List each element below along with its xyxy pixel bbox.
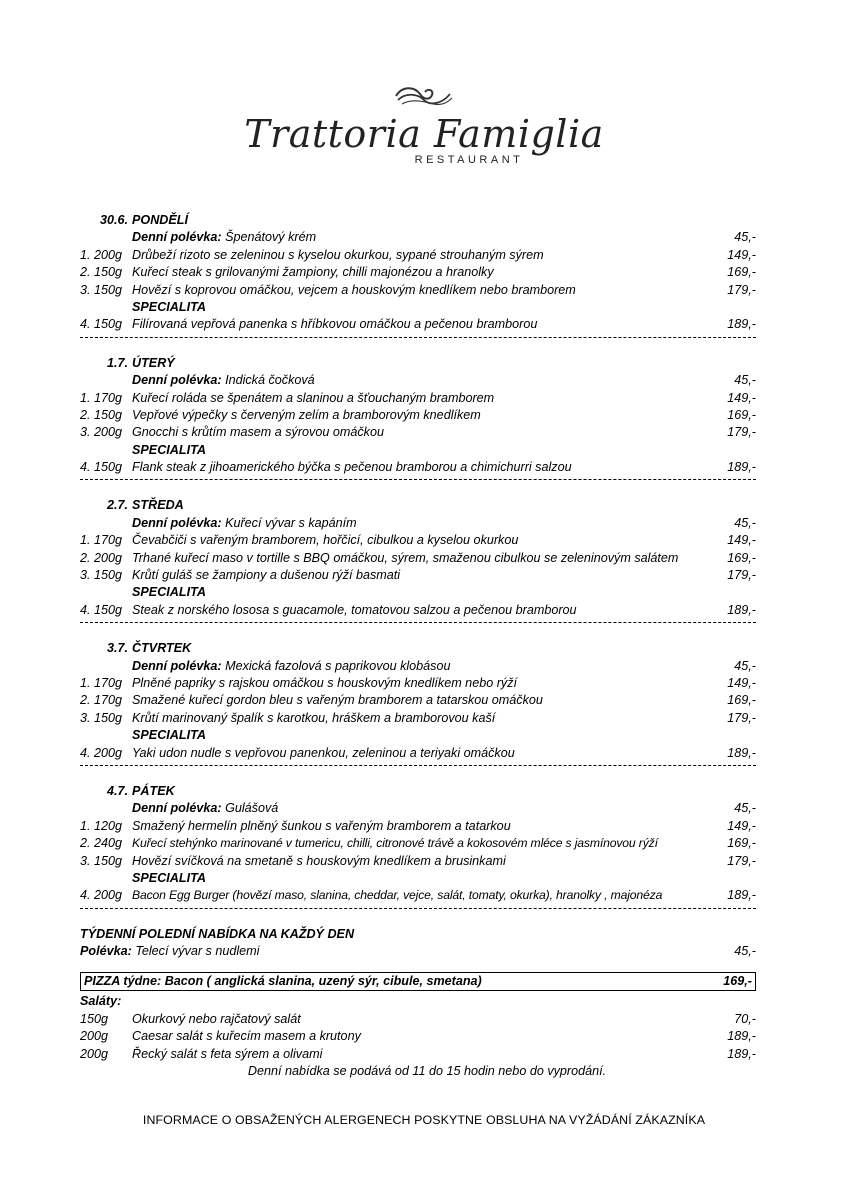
item-price: 149,- xyxy=(727,675,756,690)
item-description: Filírovaná vepřová panenka s hříbkovou omáčkou a pečenou bramborou xyxy=(132,317,538,332)
restaurant-logo xyxy=(0,82,848,166)
item-price: 149,- xyxy=(727,247,756,262)
serving-hours-note: Denní nabídka se podává od 11 do 15 hodin nebo do vyprodání. xyxy=(247,1064,607,1079)
flourish-ornament-icon xyxy=(392,82,456,110)
restaurant-subtitle: RESTAURANT xyxy=(414,154,524,166)
item-description: Kuřecí stehýnko marinované v tumericu, chilli, citronové trávě a kokosovém mléce s jasmínovou rýží xyxy=(132,836,658,851)
soup-price: 45,- xyxy=(734,801,756,816)
menu-item xyxy=(80,264,756,281)
item-price: 189,- xyxy=(727,602,756,617)
specialty-item xyxy=(80,745,756,762)
dashed-divider xyxy=(80,479,756,489)
menu-item xyxy=(80,692,756,709)
specialty-label: SPECIALITA xyxy=(132,299,206,314)
menu-item xyxy=(80,567,756,584)
item-price: 179,- xyxy=(727,710,756,725)
daily-soup xyxy=(80,658,756,675)
specialty-item xyxy=(80,887,756,904)
soup-label: Denní polévka: xyxy=(132,373,222,388)
item-description: Vepřové výpečky s červeným zelím a bramborovým knedlíkem xyxy=(132,407,481,422)
specialty-label-row xyxy=(80,584,756,601)
menu-item xyxy=(80,550,756,567)
daily-soup xyxy=(80,229,756,246)
salad-weight: 200g xyxy=(80,1046,109,1061)
item-description: Čevabčiči s vařeným bramborem, hořčicí, cibulkou a kyselou okurkou xyxy=(132,533,519,548)
soup-label: Denní polévka: xyxy=(132,801,222,816)
day-section-thursday xyxy=(80,640,756,762)
salads-title-row xyxy=(80,993,756,1010)
menu-item xyxy=(80,424,756,441)
daily-soup xyxy=(80,372,756,389)
soup-label: Denní polévka: xyxy=(132,515,222,530)
salad-price: 189,- xyxy=(727,1029,756,1044)
item-number: 3. 150g xyxy=(80,568,123,583)
menu-item xyxy=(80,853,756,870)
salad-weight: 150g xyxy=(80,1011,109,1026)
item-price: 169,- xyxy=(727,407,756,422)
item-number: 4. 200g xyxy=(80,888,123,903)
day-heading xyxy=(80,497,756,514)
specialty-label-row xyxy=(80,299,756,316)
day-name: ÚTERÝ xyxy=(132,355,175,370)
day-heading xyxy=(80,640,756,657)
item-price: 149,- xyxy=(727,818,756,833)
item-number: 4. 200g xyxy=(80,745,123,760)
daily-soup xyxy=(80,515,756,532)
menu-item xyxy=(80,282,756,299)
item-price: 169,- xyxy=(727,265,756,280)
salad-item xyxy=(80,1028,756,1045)
day-heading xyxy=(80,212,756,229)
dashed-divider xyxy=(80,622,756,632)
item-number: 1. 170g xyxy=(80,675,123,690)
menu-item xyxy=(80,818,756,835)
item-number: 4. 150g xyxy=(80,317,123,332)
specialty-label: SPECIALITA xyxy=(132,870,206,885)
day-name: ČTVRTEK xyxy=(132,641,192,656)
specialty-label: SPECIALITA xyxy=(132,442,206,457)
item-price: 179,- xyxy=(727,853,756,868)
dashed-divider xyxy=(80,908,756,918)
weekly-offer-title xyxy=(80,926,756,943)
item-description: Hovězí s koprovou omáčkou, vejcem a houskovým knedlíkem nebo bramborem xyxy=(132,282,576,297)
item-description: Gnocchi s krůtím masem a sýrovou omáčkou xyxy=(132,425,384,440)
item-number: 2. 240g xyxy=(80,836,123,851)
item-price: 189,- xyxy=(727,745,756,760)
menu-item xyxy=(80,675,756,692)
soup-name: Indická čočková xyxy=(225,373,315,388)
soup-price: 45,- xyxy=(734,515,756,530)
item-description: Plněné papriky s rajskou omáčkou s houskovým knedlíkem nebo rýží xyxy=(132,675,517,690)
soup-name: Kuřecí vývar s kapáním xyxy=(225,515,357,530)
weekly-soup-label: Polévka: xyxy=(80,944,132,959)
item-number: 3. 150g xyxy=(80,710,123,725)
soup-name: Gulášová xyxy=(225,801,279,816)
weekly-menu xyxy=(80,212,756,1080)
salad-item xyxy=(80,1011,756,1028)
daily-soup xyxy=(80,800,756,817)
item-description: Yaki udon nudle s vepřovou panenkou, zeleninou a teriyaki omáčkou xyxy=(132,745,515,760)
day-section-wednesday xyxy=(80,497,756,619)
day-section-monday xyxy=(80,212,756,334)
specialty-label: SPECIALITA xyxy=(132,585,206,600)
item-price: 179,- xyxy=(727,282,756,297)
item-price: 149,- xyxy=(727,390,756,405)
item-description: Krůtí guláš se žampiony a dušenou rýží basmati xyxy=(132,568,401,583)
item-price: 169,- xyxy=(727,550,756,565)
menu-item xyxy=(80,835,756,852)
soup-label: Denní polévka: xyxy=(132,230,222,245)
item-description: Drůbeží rizoto se zeleninou s kyselou okurkou, sypané strouhaným sýrem xyxy=(132,247,544,262)
specialty-item xyxy=(80,316,756,333)
item-description: Flank steak z jihoamerického býčka s pečenou bramborou a chimichurri salzou xyxy=(132,460,572,475)
day-date: 1.7. xyxy=(106,355,128,370)
item-number: 2. 200g xyxy=(80,550,123,565)
day-name: PONDĚLÍ xyxy=(132,213,188,227)
item-number: 2. 170g xyxy=(80,693,123,708)
item-number: 3. 150g xyxy=(80,853,123,868)
item-description: Smažené kuřecí gordon bleu s vařeným bramborem a tatarskou omáčkou xyxy=(132,693,543,708)
item-price: 149,- xyxy=(727,533,756,548)
restaurant-name: Trattoria Famiglia xyxy=(244,112,604,156)
day-heading xyxy=(80,783,756,800)
day-date: 30.6. xyxy=(99,213,128,227)
pizza-text: PIZZA týdne: Bacon ( anglická slanina, uzený sýr, cibule, smetana) xyxy=(84,974,482,989)
dashed-divider xyxy=(80,765,756,775)
item-number: 2. 150g xyxy=(80,407,123,422)
specialty-label: SPECIALITA xyxy=(132,728,206,743)
menu-item xyxy=(80,710,756,727)
soup-price: 45,- xyxy=(734,230,756,245)
weekly-soup-name: Telecí vývar s nudlemi xyxy=(135,944,260,959)
salad-description: Caesar salát s kuřecím masem a krutony xyxy=(132,1029,361,1044)
salad-price: 70,- xyxy=(734,1011,756,1026)
day-name: PÁTEK xyxy=(132,783,175,798)
salad-description: Okurkový nebo rajčatový salát xyxy=(132,1011,301,1026)
item-price: 179,- xyxy=(727,568,756,583)
day-date: 2.7. xyxy=(106,498,128,513)
salad-weight: 200g xyxy=(80,1029,109,1044)
day-date: 3.7. xyxy=(106,641,128,656)
item-number: 3. 200g xyxy=(80,425,123,440)
soup-price: 45,- xyxy=(734,373,756,388)
item-number: 2. 150g xyxy=(80,265,123,280)
specialty-label-row xyxy=(80,442,756,459)
menu-item xyxy=(80,247,756,264)
item-price: 189,- xyxy=(727,460,756,475)
day-heading xyxy=(80,355,756,372)
item-description: Krůtí marinovaný špalík s karotkou, hráškem a bramborovou kaší xyxy=(132,710,496,725)
item-description: Kuřecí roláda se špenátem a slaninou a šťouchaným bramborem xyxy=(132,390,495,405)
specialty-label-row xyxy=(80,727,756,744)
pizza-of-the-week xyxy=(80,972,756,991)
specialty-label-row xyxy=(80,870,756,887)
item-number: 4. 150g xyxy=(80,602,123,617)
day-date: 4.7. xyxy=(106,783,128,798)
weekly-soup-price: 45,- xyxy=(734,944,756,959)
item-price: 189,- xyxy=(727,317,756,332)
day-section-friday xyxy=(80,783,756,905)
menu-item xyxy=(80,390,756,407)
item-price: 169,- xyxy=(727,693,756,708)
weekly-offer-title-text: TÝDENNÍ POLEDNÍ NABÍDKA NA KAŽDÝ DEN xyxy=(80,926,355,941)
day-section-tuesday xyxy=(80,355,756,477)
item-price: 179,- xyxy=(727,425,756,440)
specialty-item xyxy=(80,459,756,476)
soup-label: Denní polévka: xyxy=(132,658,222,673)
item-number: 1. 200g xyxy=(80,247,123,262)
dashed-divider xyxy=(80,337,756,347)
item-description: Kuřecí steak s grilovanými žampiony, chilli majonézou a hranolky xyxy=(132,265,494,280)
salads-title: Saláty: xyxy=(80,994,122,1009)
item-description: Trhané kuřecí maso v tortille s BBQ omáčkou, sýrem, smaženou cibulkou se zeleninovým salátem xyxy=(132,550,679,565)
specialty-item xyxy=(80,602,756,619)
soup-price: 45,- xyxy=(734,658,756,673)
day-name: STŘEDA xyxy=(132,498,184,513)
item-number: 1. 120g xyxy=(80,818,123,833)
salad-price: 189,- xyxy=(727,1046,756,1061)
item-number: 1. 170g xyxy=(80,533,123,548)
salad-description: Řecký salát s feta sýrem a olivami xyxy=(132,1046,323,1061)
salads-section xyxy=(80,993,756,1080)
item-description: Bacon Egg Burger (hovězí maso, slanina, cheddar, vejce, salát, tomaty, okurka), hranolky , majonéza xyxy=(132,888,663,903)
menu-item xyxy=(80,407,756,424)
item-description: Smažený hermelín plněný šunkou s vařeným bramborem a tatarkou xyxy=(132,818,511,833)
allergen-notice: INFORMACE O OBSAŽENÝCH ALERGENECH POSKYTNE OBSLUHA NA VYŽÁDÁNÍ ZÁKAZNÍKA xyxy=(142,1113,706,1127)
item-price: 169,- xyxy=(727,836,756,851)
menu-item xyxy=(80,532,756,549)
item-number: 4. 150g xyxy=(80,460,123,475)
soup-name: Špenátový krém xyxy=(225,230,317,245)
item-price: 189,- xyxy=(727,888,756,903)
salad-item xyxy=(80,1046,756,1063)
item-number: 3. 150g xyxy=(80,282,123,297)
item-number: 1. 170g xyxy=(80,390,123,405)
pizza-price: 169,- xyxy=(723,974,752,989)
soup-name: Mexická fazolová s paprikovou klobásou xyxy=(225,658,451,673)
item-description: Steak z norského lososa s guacamole, tomatovou salzou a pečenou bramborou xyxy=(132,602,577,617)
item-description: Hovězí svíčková na smetaně s houskovým knedlíkem a brusinkami xyxy=(132,853,506,868)
weekly-soup xyxy=(80,943,756,960)
weekly-offer-section xyxy=(80,926,756,961)
